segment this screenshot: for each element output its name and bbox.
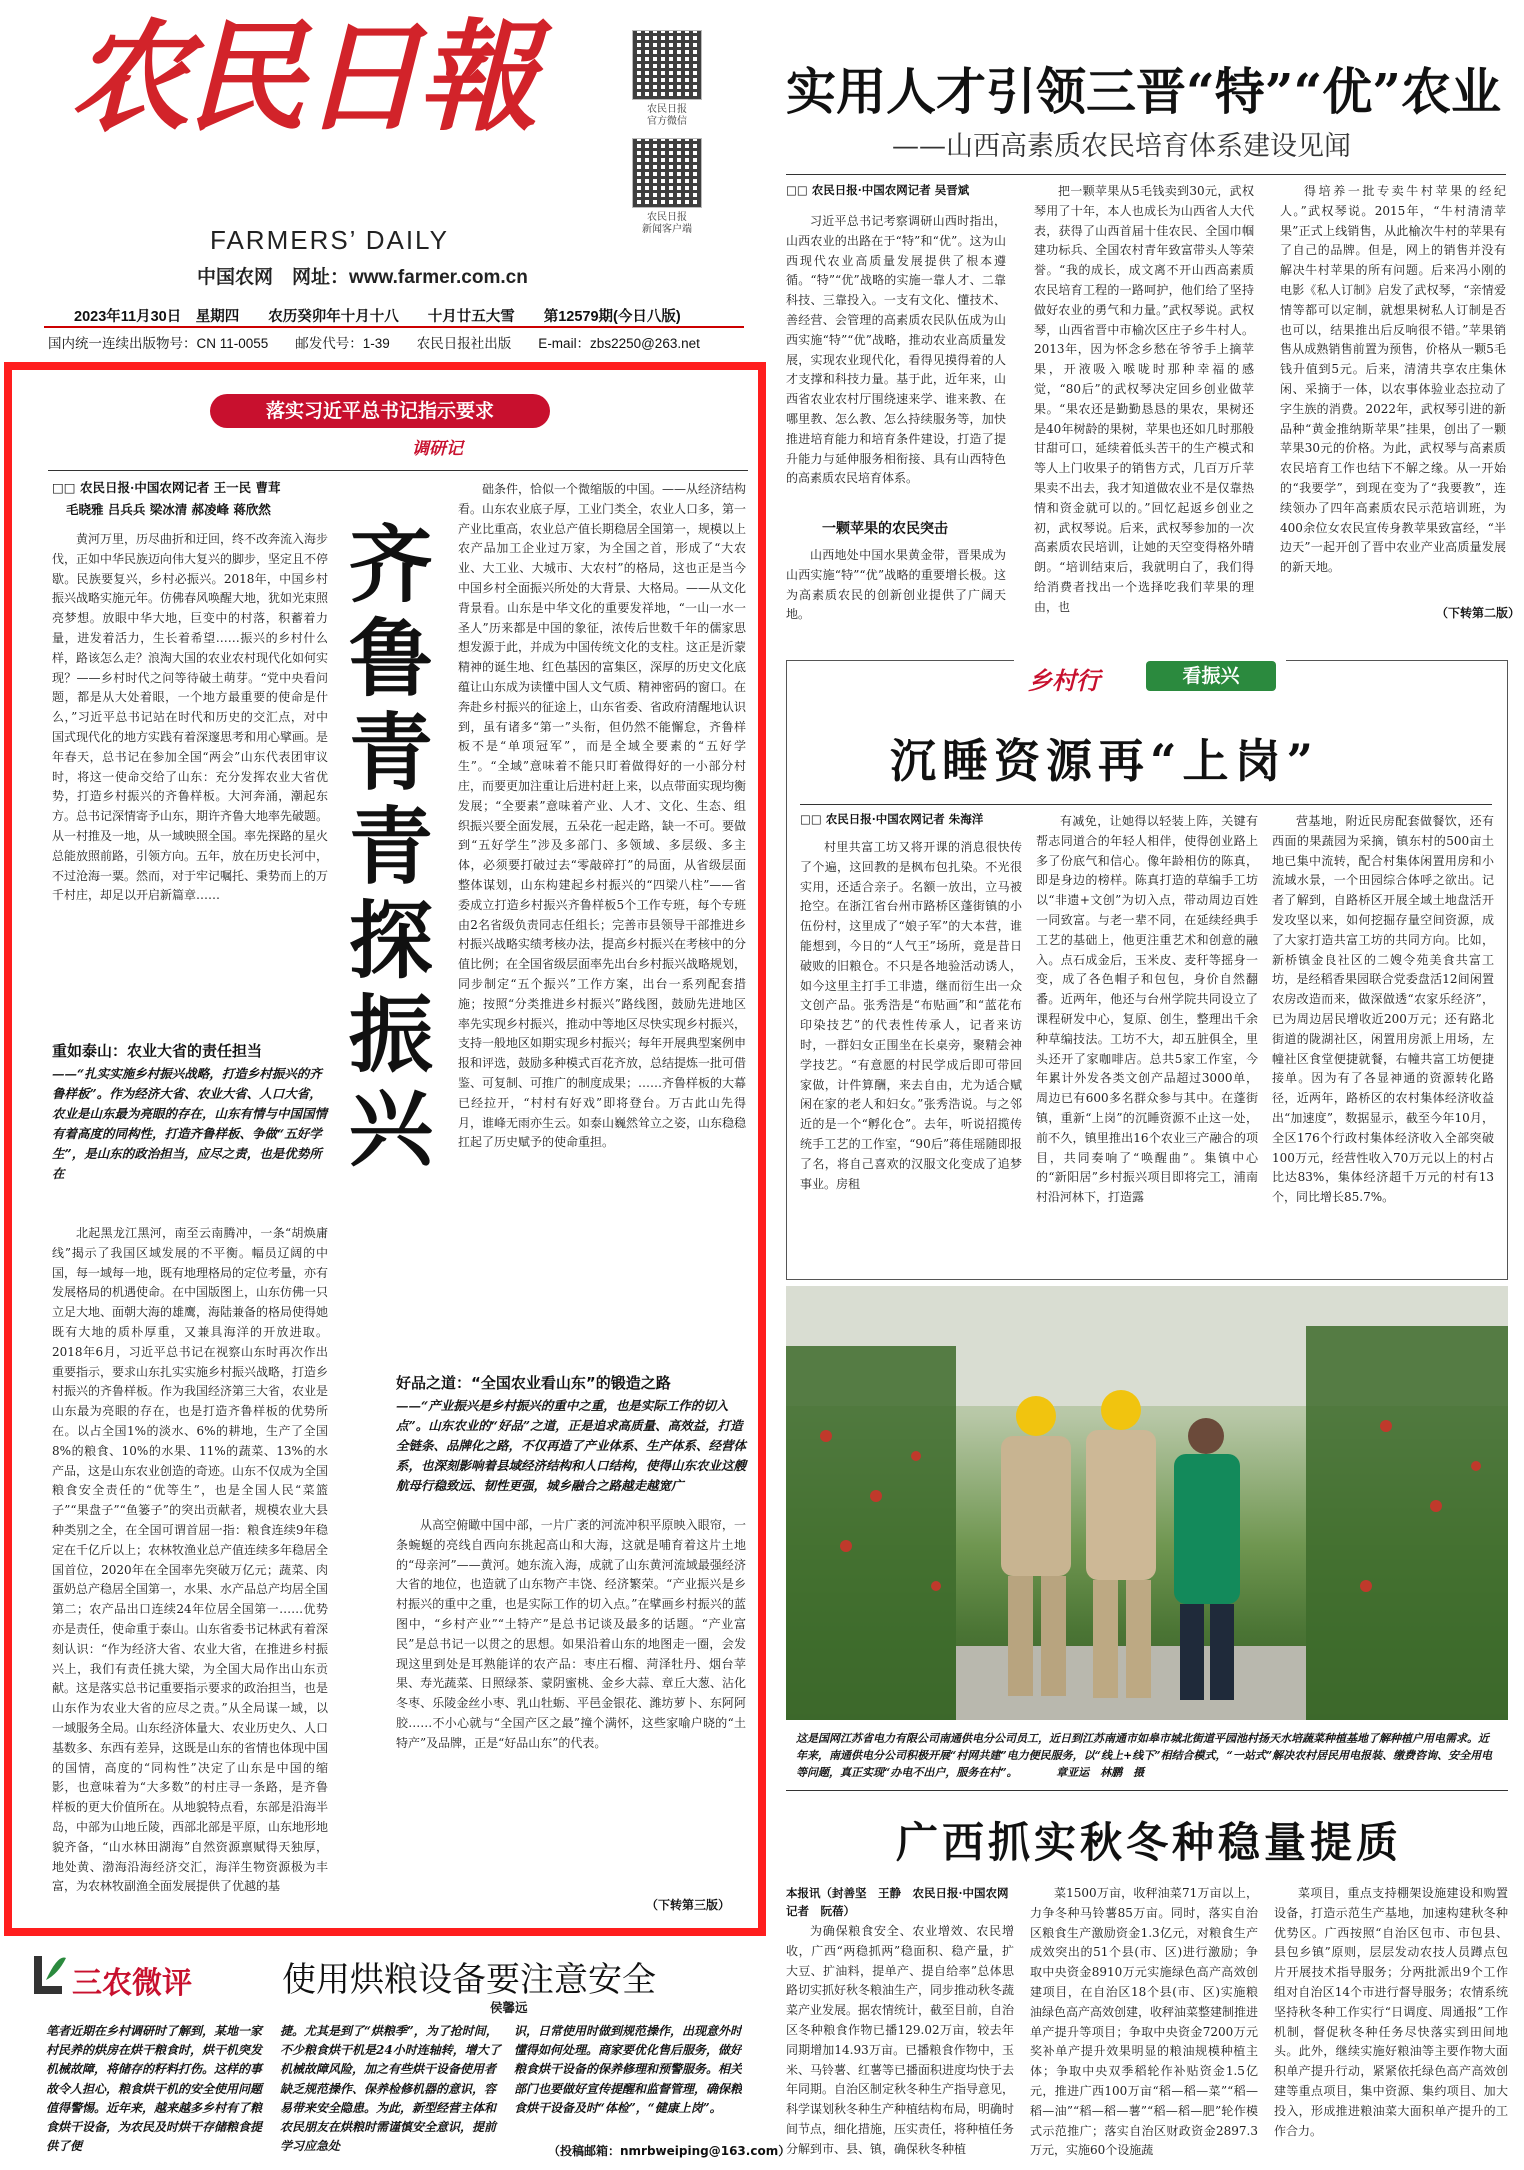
bottom-right-rule — [786, 1790, 1508, 1791]
top-byline: □□ 农民日报·中国农网记者 吴晋斌 — [786, 183, 970, 197]
app-qr-icon[interactable] — [632, 138, 702, 208]
top-rule — [786, 174, 1506, 175]
lead-byline-1: □□ 农民日报·中国农网记者 王一民 曹茸 — [52, 480, 281, 495]
top-col2: 把一颗苹果从5毛钱卖到30元，武权琴用了十年，本人也成长为山西省人大代表，获得了山西首届十佳农民、全国巾帼建功标兵、全国农村青年致富带头人等荣誉。“我的成长，成文离不开山西高素质农民培育工程的一路呵护，他们给了坚持做好农业的勇气和力量。”武权琴说。武权琴，山西省晋中市榆次区庄子乡牛村人。2013年，因为怀念乡愁在爷爷手上摘苹果，开液吸入喉咙时那种幸福的感觉，“80后”的武权琴决定回乡创业做苹果。“果农还是勤勤恳恳的果农，果树还是40年树龄的果树，苹果也还如几时那般甘甜可口，延续着低头苦干的生产模式和等人上门收果子的销售方式，几百万斤苹果卖不出去，我才知道做农业不是仅靠热情和资金就可以的。”回忆起返乡创业之初，武权琴说。后来，武权琴参加的一次高素质农民培训，让她的天空变得格外晴朗。“培训结束后，我就明白了，我们得给消费者找出一个选择吃我们苹果的理由，也 — [1034, 184, 1254, 614]
bottom-left-col2: 捷。尤其是到了“烘粮季”，为了抢时间，不少粮食烘干机是24小时连轴转，增大了机械故障风险，加之有些烘干设备使用者缺乏规范操作、保养检修机器的意识，容易带来安全隐患。为此，新型经营主体和农民朋友在烘粮时需谨慎安全意识，提前学习应急处 — [280, 2024, 501, 2154]
bottom-left-headline: 使用烘粮设备要注意安全 — [282, 1960, 656, 2000]
masthead-english: FARMERS’ DAILY — [210, 225, 449, 255]
mid-col2: 有减免，让她得以轻装上阵，关键有帮志同道合的年轻人相伴，使得创业路上多了份底气和信心。像年龄相仿的陈真，即是身边的榜样。陈真打造的草编手工坊以“非遗+文创”为切入点，带动周边百姓一同致富。与老一辈不同，在延续经典手工艺的基础上，他更注重艺术和创意的融入。点石成金后，玉米皮、麦秆等摇身一变，成了各色帽子和包包，身价自然翻番。近两年，他还与台州学院共同设立了课程研发中心，复原、创生，整理出千余种草编技法。工坊不大，却五脏俱全，里头还开了家咖啡店。总共5家工作室，今年累计外发各类文创产品超过3000单，周边已有600多名群众参与其中。在蓬街镇，重新“上岗”的沉睡资源不止这一处，前不久，镇里推出16个农业三产融合的项目，共同奏响了“唤醒曲”。集镇中心的“新阳居”乡村振兴项目即将完工，浦南村沿河林下，打造露 — [1036, 814, 1258, 1205]
greenhouse-photo — [786, 1286, 1508, 1720]
mid-tag-red: 乡村行 — [1028, 666, 1100, 695]
bottom-right-col2: 菜1500万亩，收秤油菜71万亩以上，力争冬种马铃薯85万亩。同时，落实自治区粮食生产激励资金1.3亿元，对粮食生产成效突出的51个县(市、区)进行激励；争取中央资金8910万元实施绿色高产高效创建项目，在自治区18个县(市、区)实施粮油绿色高产高效创建，收秤油菜整建制推进单产提升等项目；争取中央资金7200万元奖补单产提升效果明显的粮油规模种植主体；争取中央双季稻轮作补贴资金1.5亿元，推进广西100万亩“稻—稻—菜”“稻—稻—油”“稻—稻—薯”“稻—稻—肥”轮作模式示范推广；落实自治区财政资金2897.3万元，实施60个设施蔬 — [1030, 1886, 1258, 2158]
bottom-right-headline: 广西抓实秋冬种稳量提质 — [896, 1818, 1403, 1867]
lead-col3: 础条件，恰似一个微缩版的中国。——从经济结构看。山东农业底子厚，工业门类全，农业人口多，第一产业比重高，农业总产值长期稳居全国第一，规模以上农产品加工企业过万家，为全国之首，形成了“大农业、大工业、大城市、大农村”的格局，这也正是当今中国乡村全面振兴所处的大背景、大格局。——从文化背景看。山东是中华文化的重要发祥地，“一山一水一圣人”历来都是中国的象征，浓传后世数千年的儒家思想发源于此，并成为中国传统文化的支柱。这正是沂蒙精神的诞生地、红色基因的富集区，深厚的历史文化底蕴让山东成为读懂中国人文气质、精神密码的窗口。在奔赴乡村振兴的征途上，山东省委、省政府清醒地认识到，虽有诸多“第一”头衔，但仍然不能懈怠，齐鲁样板不是“单项冠军”，而是全域全要素的“五好学生”。“全域”意味着不能只盯着做得好的一小部分村庄，而要更加注重让后进村赶上来，以点带面实现均衡发展；“全要素”意味着产业、人才、文化、生态、组织振兴要全面发展，五朵花一起走路，缺一不可。要做到“五好学生”涉及多部门、多领域、多层级、多主体，必须要打破过去“零敲碎打”的局面，从省级层面整体谋划，山东构建起乡村振兴的“四梁八柱”——省委成立打造乡村振兴齐鲁样板5个工作专班，每个专班由2名省级负责同志任组长；完善市县领导干部推进乡村振兴战略实绩考核办法，提高乡村振兴在考核中的分值比例；在全国省级层面率先出台乡村振兴战略规划，同步制定“五个振兴”工作方案，出台一系列配套措施；按照“分类推进乡村振兴”路线图，鼓励先进地区率先实现乡村振兴，推动中等地区尽快实现乡村振兴，支持一般地区如期实现乡村振兴；每年开展典型案例申报和评选，鼓励多种模式百花齐放，总结提炼一批可借鉴、可复制、可推广的制度成果；……齐鲁样板的大幕已经拉开，“村村有好戏”即将登台。万古此山先得月，谁峰无雨亦生云。如泰山巍然耸立之姿，山东稳稳扛起了历史赋予的使命重担。 — [458, 482, 746, 1150]
lead-lede-2: ——“产业振兴是乡村振兴的重中之重，也是实际工作的切入点”。山东农业的“好品”之道，正是追求高质量、高效益，打造全链条、品牌化之路，不仅再造了产业体系、生产体系、经营体系，也深刻影响着县域经济结构和人口结构，使得山东农业这艘航母行稳致远、韧性更强，城乡融合之路越走越宽广 — [396, 1398, 747, 1493]
bottom-left-author: 侯馨远 — [490, 2000, 528, 2015]
lead-col1-b: 北起黑龙江黑河，南至云南腾冲，一条“胡焕庸线”揭示了我国区域发展的不平衡。幅员辽阔的中国，每一域每一地，既有地理格局的定位考量，亦有发展格局的机遇使命。在中国版图上，山东仿佛一只立足大地、面朝大海的雄鹰，海陆兼备的格局使得她既有大地的质朴厚重，又兼具海洋的开放进取。2018年6月，习近平总书记在视察山东时再次作出重要指示，要求山东扎实实施乡村振兴战略，打造乡村振兴的齐鲁样板。作为我国经济第三大省，农业是山东最为亮眼的存在，也是打造齐鲁样板的优势所在。以占全国1%的淡水、6%的耕地，生产了全国8%的粮食、10%的水果、11%的蔬菜、13%的水产品，这是山东农业创造的奇迹。山东不仅成为全国粮食安全责任的“优等生”，也是全国人民“菜篮子”“果盘子”“鱼篓子”的突出贡献者，规模农业大县种类别之全，在全国可谓首屈一指：粮食连续9年稳定在千亿斤以上；农林牧渔业总产值连续多年稳居全国首位，2020年在全国率先突破万亿元；蔬菜、肉蛋奶总产稳居全国第一，水果、水产品总产均居全国第二；农产品出口连续24年位居全国第一……优势亦是责任，使命重于泰山。山东省委书记林武有着深刻认识：“作为经济大省、农业大省，在推进乡村振兴上，我们有责任挑大梁，为全国大局作出山东贡献。这是落实总书记重要指示要求的政治担当，也是山东作为农业大省的应尽之责。”从全局谋一域，以一域服务全局。山东经济体量大、农业历史久、人口基数多、东西有差异，这既是山东的省情也体现中国的国情，高度的“同构性”决定了山东是中国的缩影，也意味着为“大多数”的村庄寻一条路，是齐鲁样板的更大价值所在。从地貌特点看，东部是沿海半岛，中部为山地丘陵，西部北部是平原，山东地形地貌齐备，“山水林田湖海”自然资源禀赋得天独厚，地处黄、渤海沿海经济交汇，海洋生物资源极为丰富，为农林牧副渔全面发展提供了优越的基 — [52, 1226, 328, 1894]
bottom-right-byline: 本报讯（封善坚 王静 农民日报·中国农网记者 阮蓓） — [786, 1886, 1009, 1919]
mid-byline: □□ 农民日报·中国农网记者 朱海洋 — [800, 812, 984, 826]
bottom-left-col1: 笔者近期在乡村调研时了解到，某地一家村民养的烘房在烘干粮食时，烘干机突发机械故障，将储存的籽料打伤。这样的事故令人担心，粮食烘干机的安全使用问题值得警惕。近年来，越来越多乡村有了粮食烘干设备，为农民及时烘干存储粮食提供了便 — [46, 2024, 263, 2154]
masthead-rule — [44, 326, 744, 328]
lead-banner: 落实习近平总书记指示要求 — [210, 394, 550, 428]
bottom-right-col1: 为确保粮食安全、农业增效、农民增收，广西“两稳抓两”稳面积、稳产量，扩大豆、扩油料，提单产、提自给率”总体思路切实抓好秋冬粮油生产，同步推动秋冬蔬菜产业发展。据农情统计，截至目前，自治区冬种粮食作物已播129.02万亩，较去年同期增加14.93万亩。已播粮食作物中，玉米、马铃薯、红薯等已播面积进度均快于去年同期。自治区制定秋冬种生产指导意见，科学谋划秋冬种生产种植结构布局，明确时间节点，细化措施，压实责任，将种植任务分解到市、县、镇，确保秋冬种植 — [786, 1924, 1014, 2156]
lead-banner-sub: 调研记 — [412, 439, 463, 459]
qr2-caption: 农民日报 新闻客户端 — [642, 212, 692, 235]
mid-col1: 村里共富工坊又将开课的消息很快传了个遍，这回教的是枫布包扎染。不光很实用，还适合亲子。名额一放出，立马被抢空。在浙江省台州市路桥区蓬街镇的小伍份村，这里成了“娘子军”的大本营，谁能想到，今日的“人气王”场所，竟是昔日破败的旧粮仓。不只是各地验活动诱人，如今这里主打手工非遗，继而衍生出一众文创产品。张秀浩是“布贴画”和“蓝花布印染技艺”的代表性传承人，记者来访时，一群妇女正围坐在长桌旁，聚精会神学技艺。“有意愿的村民学成后即可带回家做，计件算酬，来去自由，尤为适合赋闲在家的老人和妇女。”张秀浩说。与之邻近的是一个“孵化仓”。去年，听说招揽传统手工艺的工作室，“90后”蒋佳瑶随即报了名，将自己喜欢的汉服文化变成了追梦事业。房租 — [800, 840, 1022, 1191]
photo-caption: 这是国网江苏省电力有限公司南通供电分公司员工，近日到江苏南通市如皋市城北街道平园池村扬天水培蔬菜种植基地了解种植户用电需求。近年来，南通供电分公司积极开展“村网共建”电力便民服务，以“线上+线下”相结合模式，“一站式”解决农村居民用电报装、缴费咨询、安全用电等问题，真正实现“办电不出户，服务在村”。 章亚运 林鹏 摄 — [796, 1732, 1493, 1780]
bottom-right-col3: 菜项目，重点支持棚架设施建设和购置设备，打造示范生产基地，加速构建秋冬种优势区。广西按照“自治区包市、市包县、县包乡镇”原则，层层发动农技人员蹲点包片开展技术指导服务；分两批派出9个工作组对自治区14个市进行督导服务；农情系统坚持秋冬种工作实行“日调度、周通报”工作机制，督促秋冬种任务尽快落实到田间地头。此外，继续实施好粮油等主要作物大面积单产提升行动，紧紧依托绿色高产高效创建等重点项目，集中资源、集约项目、加大投入，形成推进粮油菜大面积单产提升的工作合力。 — [1274, 1886, 1508, 2138]
lead-col3-b: 从高空俯瞰中国中部，一片广袤的河流冲积平原映入眼帘，一条蜿蜒的亮线自西向东挑起高山和大海，这就是哺育着这片土地的“母亲河”——黄河。她东流入海，成就了山东黄河流域最强经济大省的地位，也造就了山东物产丰饶、经济繁荣。“产业振兴是乡村振兴的重中之重，也是实际工作的切入点。”在擘画乡村振兴的蓝图中，“乡村产业”“土特产”是总书记谈及最多的话题。“产业富民”是总书记一以贯之的思想。如果沿着山东的地图走一圈，会发现这里到处是耳熟能详的农产品：枣庄石榴、菏泽牡丹、烟台苹果、寿光蔬菜、日照绿茶、蒙阴蜜桃、金乡大蒜、章丘大葱、沾化冬枣、乐陵金丝小枣、乳山牡蛎、平邑金银花、潍坊萝卜、东阿阿胶……不小心就与“全国产区之最”撞个满怀，这些家喻户晓的“土特产”及品牌，正是“好品山东”的代表。 — [396, 1518, 746, 1750]
lead-continued: （下转第三版） — [646, 1898, 731, 1912]
top-continued: （下转第二版） — [1436, 606, 1521, 620]
wechat-qr-icon[interactable] — [632, 30, 702, 100]
bottom-left-contact: （投稿邮箱：nmrbweiping@163.com） — [548, 2144, 791, 2158]
lead-subhead-2: 好品之道：“全国农业看山东”的锻造之路 — [396, 1374, 671, 1392]
date-line: 2023年11月30日 星期四 农历癸卯年十月十八 十月廿五大雪 第12579期(今日八版) — [74, 309, 681, 325]
leaf-icon — [28, 1950, 68, 1998]
lead-rule — [48, 470, 748, 471]
lead-vertical-title: 齐鲁青青探振兴 — [335, 520, 435, 1178]
lead-byline-2: 毛晓雅 吕兵兵 梁冰清 郝凌峰 蒋欣然 — [66, 502, 271, 517]
top-col1b: 山西地处中国水果黄金带，晋果成为山西实施“特”“优”战略的重要增长极。这为高素质农民的创新创业提供了广阔天地。 — [786, 548, 1006, 622]
mid-col3: 营基地，附近民房配套做餐饮，还有西面的果蔬园为采摘，镇东村的500亩土地已集中流转，配合村集体闲置用房和小流域水景，一个田园综合体呼之欲出。记者了解到，自路桥区开展全域土地盘活开发攻坚以来，如何挖掘存量空间资源，成了大家打造共富工坊的共同方向。比如，新桥镇金良社区的二嫂令苑美食共富工坊，是经稻香果园联合党委盘活12间闲置农房改造而来，做深做透“农家乐经济”，已为周边居民增收近200万元；还有路北街道的陇湖社区，闲置用房派上用场，左幢社区食堂便捷就餐，右幢共富工坊便捷接单。因为有了各显神通的资源转化路径，近两年，路桥区的农村集体经济收益出“加速度”，数据显示，截至今年10月，全区176个行政村集体经济收入全部突破100万元，经营性收入70万元以上的村占比达83%，集体经济超千万元的村有13个，同比增长85.7%。 — [1272, 814, 1494, 1205]
top-col3: 得培养一批专卖牛村苹果的经纪人。”武权琴说。2015年，“牛村清清苹果”正式上线销售，从此榆次牛村的苹果有了自己的品牌。但是，网上的销售并没有解决牛村苹果的所有问题。后来冯小刚的电影《私人订制》启发了武权琴，“亲情爱情等都可以定制，就想果树私人订制是否也可以，结果推出后反响很不错。”苹果销售从成熟销售前置为预售，价格从一颗5毛钱升值到5元。后来，清清共享农庄集休闲、采摘于一体，以农事体验业态拉动了字生族的消费。2022年，武权琴引进的新品种“黄金推纳斯苹果”挂果，创出了一颗苹果30元的价格。为此，武权琴与高素质农民培育工作也结下不解之缘。从一开始的“我要学”，到现在变为了“我要教”，连续领办了四年高素质农民示范培训班，为400余位女农民宣传身教苹果致富经，“半边天”一起开创了晋中农业产业高质量发展的新天地。 — [1280, 184, 1506, 575]
bottom-left-col3: 识，日常使用时做到规范操作，出现意外时懂得如何处理。商家要优化售后服务，做好粮食烘干设备的保养修理和预警服务。相关部门也要做好宣传提醒和监督管理，确保粮食烘干设备及时“体检”，“健康上岗”。 — [514, 2024, 742, 2115]
top-headline: 实用人才引领三晋“特”“优”农业 — [786, 62, 1502, 121]
mid-tag-holder — [1014, 655, 1286, 699]
column-logo — [28, 1950, 68, 2002]
mid-headline: 沉睡资源再“上岗” — [890, 734, 1319, 788]
top-subtitle: ——山西高素质农民培育体系建设见闻 — [892, 131, 1351, 162]
mid-tag-green: 看振兴 — [1146, 661, 1276, 691]
lead-subhead-1: 重如泰山：农业大省的责任担当 — [52, 1042, 263, 1060]
masthead-web: 中国农网 网址：www.farmer.com.cn — [197, 267, 528, 288]
mid-rule — [800, 804, 1492, 805]
top-col1-subhead: 一颗苹果的农民突击 — [822, 521, 948, 537]
masthead-title: 农民日報 — [70, 7, 534, 148]
column-name: 三农微评 — [72, 1966, 192, 2001]
top-col1: 习近平总书记考察调研山西时指出，山西农业的出路在于“特”和“优”。这为山西现代农业高质量发展提供了根本遵循。“特”“优”战略的实施一靠人才、二靠科技、三靠投入。一支有文化、懂技术、善经营、会管理的高素质农民队伍成为山西实施“特”“优”战略，推动农业高质量发展，实现农业现代化，看得见摸得着的人才支撑和科技力量。基于此，近年来，山西省农业农村厅围绕速来学、谁来教、在哪里教、怎么教、怎么持续服务等，加快推进培育能力和培育条件建设，打造了提升能力与延伸服务相衔接、具有山西特色的高素质农民培育体系。 — [786, 214, 1006, 486]
info-line: 国内统一连续出版物号：CN 11-0055 邮发代号：1-39 农民日报社出版 E-mail：zbs2250@263.net — [48, 336, 700, 351]
lead-col1: 黄河万里，历尽曲折和迂回，终不改奔流入海步伐，正如中华民族迈向伟大复兴的脚步，坚定且不停歇。民族要复兴，乡村必振兴。2018年，中国乡村振兴战略实施元年。仿佛春风唤醒大地，犹如光束照亮梦想。放眼中华大地，巨变中的村落，积蓄着力量，进发着活力，生长着希望……振兴的乡村什么样，路该怎么走？浪淘大国的农业农村现代化如何实现？——乡村时代之问等待破土萌芽。“党中央看问题，都是从大处着眼，一个地方最重要的使命是什么，”习近平总书记站在时代和历史的交汇点，对中国式现代化的地方实践有着深邃思考和用心擘画。是年春天，总书记在参加全国“两会”山东代表团审议时，将这一使命交给了山东：充分发挥农业大省优势，打造乡村振兴的齐鲁样板。大河奔涌，潮起东方。总书记深情寄予山东，期许齐鲁大地率先破题。从一村推及一地，从一域映照全国。率先探路的星火总能放照前路，引领方向。五年，放在历史长河中，不过沧海一粟。然而，对于牢记嘱托、秉势而上的万千村庄，却足以开启新篇章…… — [52, 532, 328, 903]
lead-lede-1: ——“扎实实施乡村振兴战略，打造乡村振兴的齐鲁样板”。作为经济大省、农业大省、人口大省，农业是山东最为亮眼的存在，山东有情与中国国情有着高度的同构性，打造齐鲁样板、争做“五好学生”，是山东的政治担当，应尽之责，也是优势所在 — [52, 1066, 328, 1181]
qr1-caption: 农民日报 官方微信 — [647, 104, 687, 127]
